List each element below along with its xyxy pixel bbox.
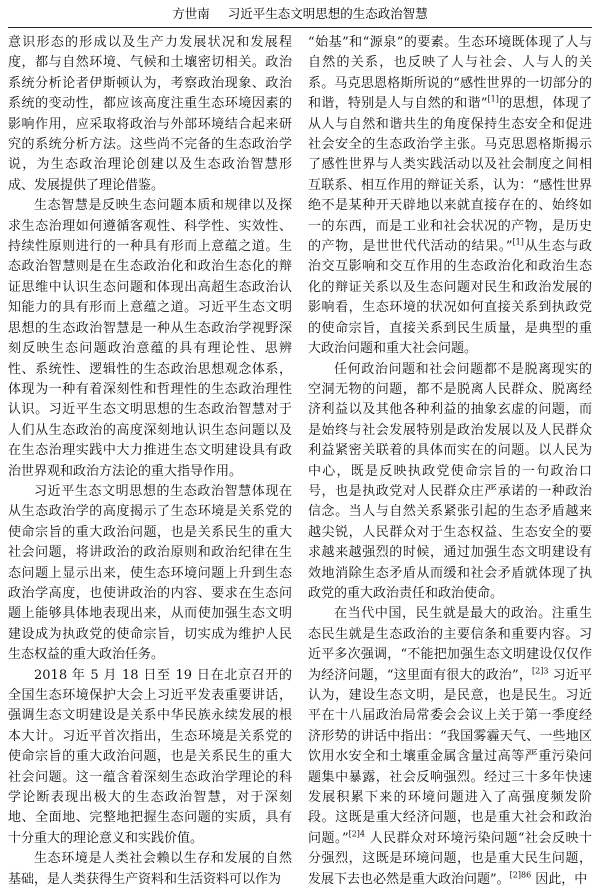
citation-mark: [2]3 xyxy=(531,666,549,676)
text-run: 在当代中国，民生就是最大的政治。注重生态民生就是生态政治的主要信条和重要内容。习近平多次强调，“不能把加强生态文明建设仅仅作为经济问题，“这里面有很大的政治”， xyxy=(308,606,592,683)
text-run: 从生态与政治交互影响和交互作用的生态政治化和政治生态化的辩证关系以及生态问题对民生和政治发展的影响看，生态环境的状况如何直接关系到执政党的使命宗旨，直接关系到民生质量，是典型的重大政治问题和重大社会问题。 xyxy=(308,239,592,357)
paragraph xyxy=(308,33,592,360)
text-run: 习近平认为，建设生态文明，是民意，也是民生。习近平在十八届政治局常委会会议上关于第一季度经济形势的讲话中指出：“我国雾霾天气、一些地区饮用水安全和土壤重金属含量过高等严重污染问题集中暴露，社会反响强烈。经过三十多年快速发展积累下来的环境问题进入了高强度频发阶段。这既是重大经济问题，也是重大社会和政治问题。” xyxy=(308,667,592,846)
header-author: 方世南 xyxy=(172,6,210,21)
citation-mark: [2]86 xyxy=(509,870,532,880)
text-run: 因此，中 xyxy=(531,871,588,887)
paragraph: 生态智慧是反映生态问题本质和规律以及探求生态治理如何遵循客观性、科学性、实效性、持续性原则进行的一种具有形而上意蕴之道。生态政治智慧则是在生态政治化和政治生态化的辩证思维中认识生态问题和体现出高超生态政治认知能力的具有形而上意蕴之道。习近平生态文明思想的生态政治智慧是一种从生态政治学视野深刻反映生态问题政治意蕴的具有理论性、思辨性、系统性、逻辑性的生态政治思想观念体系，体现为一种有着深刻性和哲理性的生态政治理性认识。习近平生态文明思想的生态政治智慧对于人们从生态政治的高度深刻地认识生态问题以及在生态治理实践中大力推进生态文明建设具有政治世界观和政治方法论的重大指导作用。 xyxy=(8,198,292,479)
running-header xyxy=(8,0,592,28)
citation-mark: [1] xyxy=(487,94,499,104)
right-column xyxy=(308,33,592,887)
text-run: 人民群众对环境污染问题“社会反映十分强烈，这既是环境问题，也是重大民生问题，发展下去也必然是重大政治问题”。 xyxy=(308,830,592,887)
paragraph xyxy=(308,360,592,605)
left-column xyxy=(8,33,292,887)
citation-mark: [2]4 xyxy=(348,829,366,839)
paragraph: 生态环境是人类社会赖以生存和发展的自然基础，是人类获得生产资料和生活资料可以作为 xyxy=(8,851,292,887)
text-run: “始基”和“源泉”的要素。生态环境既体现了人与自然的关系，也反映了人与社会、人与人的关系。马克思恩格斯所说的“感性世界的一切部分的和谐，特别是人与自然的和谐” xyxy=(308,35,592,112)
header-title: 习近平生态文明思想的生态政治智慧 xyxy=(227,6,428,21)
paragraph: 意识形态的形成以及生产力发展状况和发展程度，都与自然环境、气候和土壤密切相关。政治系统分析论者伊斯顿认为，考察政治现象、政治系统的变动性，都应该高度注重生态环境因素的影响作用，应采取将政治与外部环境结合起来研究的系统分析方法。这些尚不完备的生态政治学说，为生态政治理论创建以及生态政治智慧形成、发展提供了理论借鉴。 xyxy=(8,35,292,193)
paragraph: 习近平生态文明思想的生态政治智慧体现在从生态政治学的高度揭示了生态环境是关系党的使命宗旨的重大政治问题，也是关系民生的重大社会问题，将讲政治的政治原则和政治纪律在生态问题上显示出来，使生态环境问题上升到生态政治学高度，也使讲政治的内容、要求在生态问题上能够具体地表现出来，从而使加强生态文明建设成为执政党的使命宗旨，切实成为维护人民生态权益的重大政治任务。 xyxy=(8,483,292,663)
paragraph xyxy=(308,604,592,890)
paragraph: 2018 年 5 月 18 日至 19 日在北京召开的全国生态环境保护大会上习近平发表重要讲话，强调生态文明建设是关系中华民族永续发展的根本大计。习近平首次指出，生态环境是关系党的使命宗旨的重大政治问题，也是关系民生的重大社会问题。这一蕴含着深刻生态政治学理论的科学论断表现出极大的生态政治智慧，对于深刻地、全面地、完整地把握生态问题的实质，具有十分重大的理论意义和实践价值。 xyxy=(8,667,292,846)
text-run: 的思想，体现了从人与自然和谐共生的角度保持生态安全和促进社会安全的生态政治学主张。马克思恩格斯揭示了感性世界与人类实践活动以及社会制度之间相互联系、相互作用的辩证关系，认为：“感性世界绝不是某种开天辟地以来就直接存在的、始终如一的东西，而是工业和社会状况的产物，是历史的产物，是世世代代活动的结果。” xyxy=(308,96,592,255)
citation-mark: [1] xyxy=(512,237,524,247)
text-run: 任何政治问题和社会问题都不是脱离现实的空洞无物的问题，都不是脱离人民群众、脱离经济利益以及其他各种利益的抽象玄虚的问题，而是始终与社会发展特别是政治发展以及人民群众利益紧密关联着的具体而实在的问题。以人民为中心，既是反映执政党使命宗旨的一句政治口号，也是执政党对人民群众庄严承诺的一种政治信念。当人与自然关系紧张引起的生态矛盾越来越尖锐，人民群众对于生态权益、生态安全的要求越来越强烈的时候，通过加强生态文明建设有效地消除生态矛盾从而缓和社会矛盾就体现了执政党的重大政治责任和政治使命。 xyxy=(308,361,592,601)
